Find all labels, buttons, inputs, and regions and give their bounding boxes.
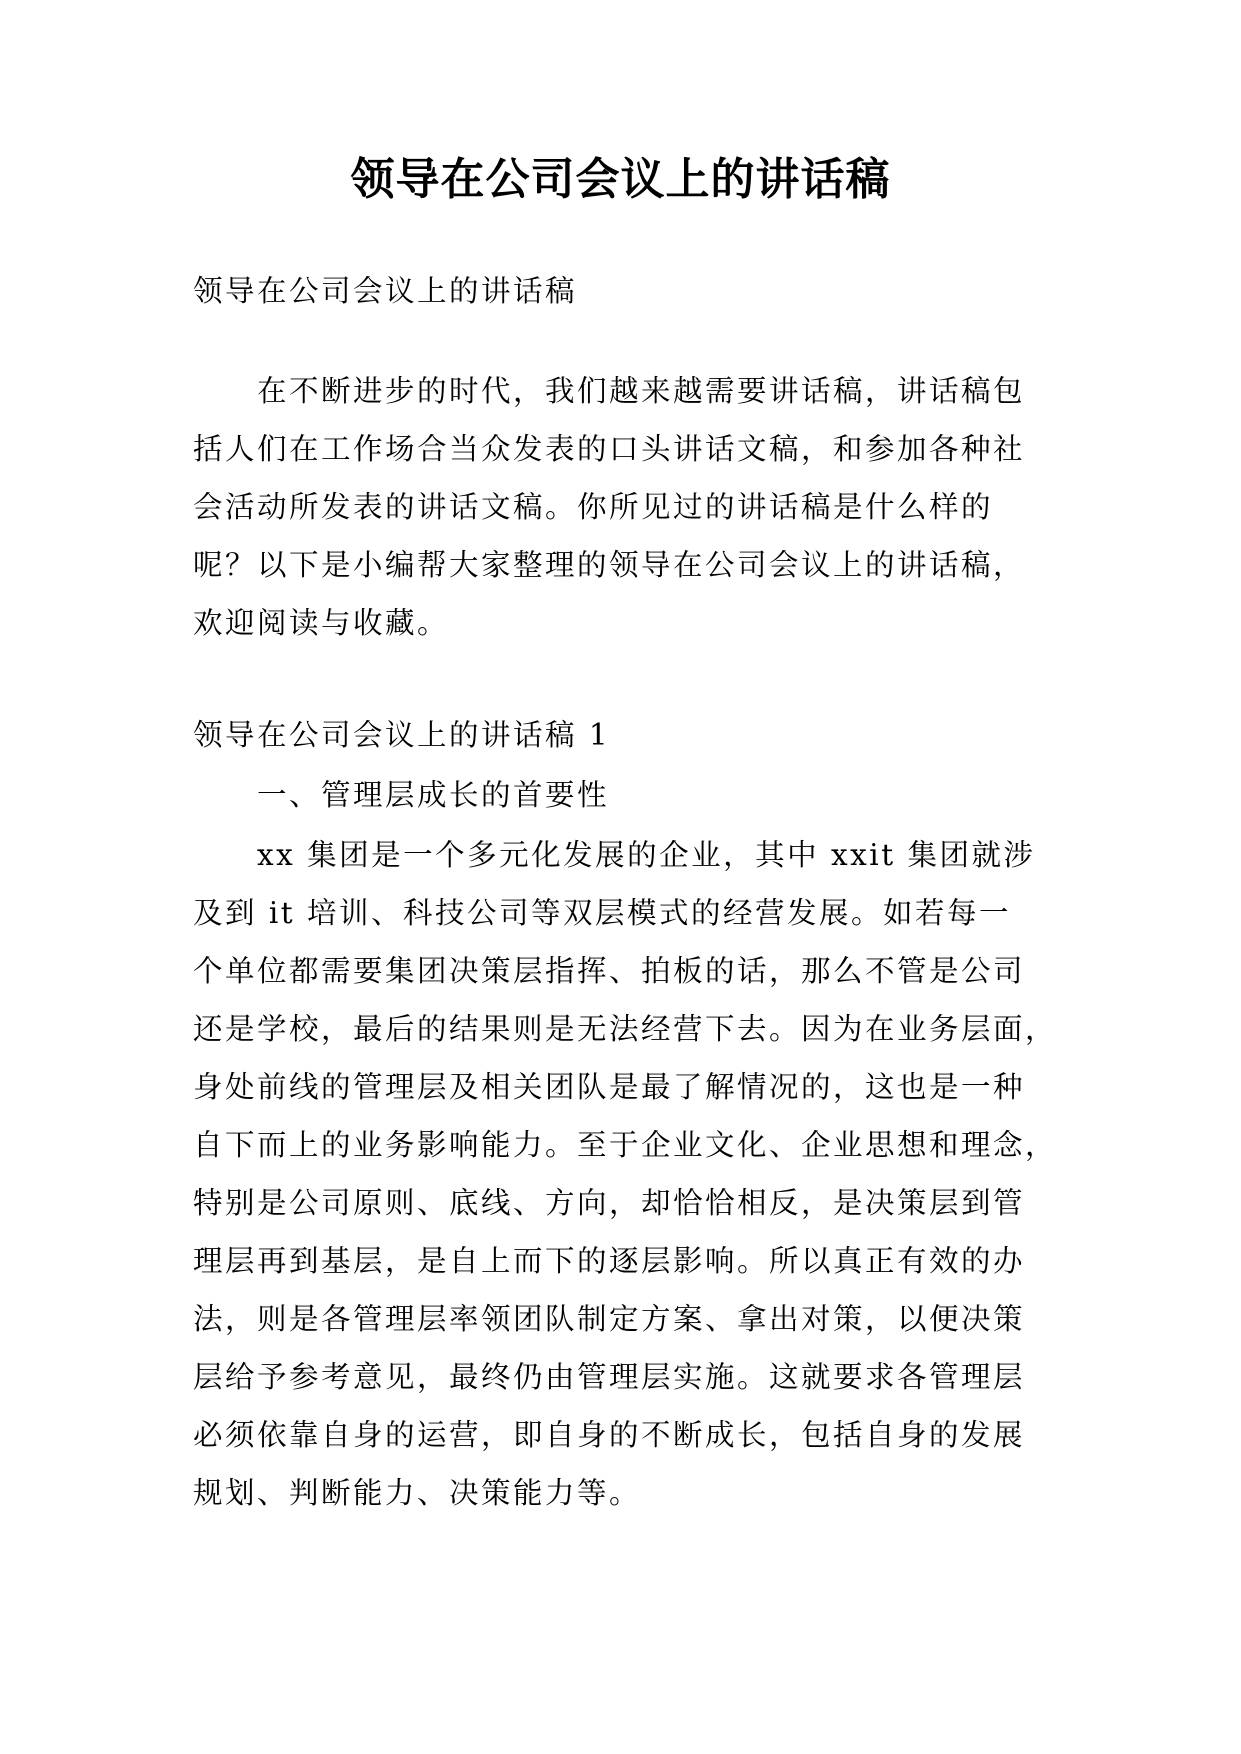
body-line: 身处前线的管理层及相关团队是最了解情况的，这也是一种 — [193, 1070, 1026, 1104]
intro-line: 会活动所发表的讲话文稿。你所见过的讲话稿是什么样的 — [193, 490, 994, 524]
document-title: 领导在公司会议上的讲话稿 — [350, 154, 891, 205]
body-line: 还是学校，最后的结果则是无法经营下去。因为在业务层面， — [193, 1012, 1058, 1046]
section-heading-line: 领导在公司会议上的讲话稿 1 — [193, 718, 611, 752]
body-line: 层给予参考意见，最终仍由管理层实施。这就要求各管理层 — [193, 1360, 1026, 1394]
document-subtitle — [193, 262, 1063, 320]
body-line: 必须依靠自身的运营，即自身的不断成长，包括自身的发展 — [193, 1418, 1026, 1452]
subtitle-line: 领导在公司会议上的讲话稿 — [193, 274, 578, 308]
body-line: 规划、判断能力、决策能力等。 — [193, 1476, 642, 1510]
intro-paragraph — [193, 362, 1063, 652]
body-line: 法，则是各管理层率领团队制定方案、拿出对策，以便决策 — [193, 1302, 1026, 1336]
body-line: xx 集团是一个多元化发展的企业，其中 xxit 集团就涉 — [257, 838, 1036, 872]
body-paragraph — [193, 826, 1063, 1522]
intro-line: 括人们在工作场合当众发表的口头讲话文稿，和参加各种社 — [193, 432, 1026, 466]
intro-line: 欢迎阅读与收藏。 — [193, 606, 450, 640]
body-line: 及到 it 培训、科技公司等双层模式的经营发展。如若每一 — [193, 896, 1012, 930]
body-line: 个单位都需要集团决策层指挥、拍板的话，那么不管是公司 — [193, 954, 1026, 988]
body-line: 理层再到基层，是自上而下的逐层影响。所以真正有效的办 — [193, 1244, 1026, 1278]
intro-line: 呢？以下是小编帮大家整理的领导在公司会议上的讲话稿， — [193, 548, 1026, 582]
body-line: 特别是公司原则、底线、方向，却恰恰相反，是决策层到管 — [193, 1186, 1026, 1220]
subheading-line: 一、管理层成长的首要性 — [257, 778, 610, 812]
intro-line: 在不断进步的时代，我们越来越需要讲话稿，讲话稿包 — [257, 374, 1026, 408]
body-line: 自下而上的业务影响能力。至于企业文化、企业思想和理念， — [193, 1128, 1058, 1162]
section-subheading — [193, 766, 1063, 824]
section-heading — [193, 706, 1063, 764]
